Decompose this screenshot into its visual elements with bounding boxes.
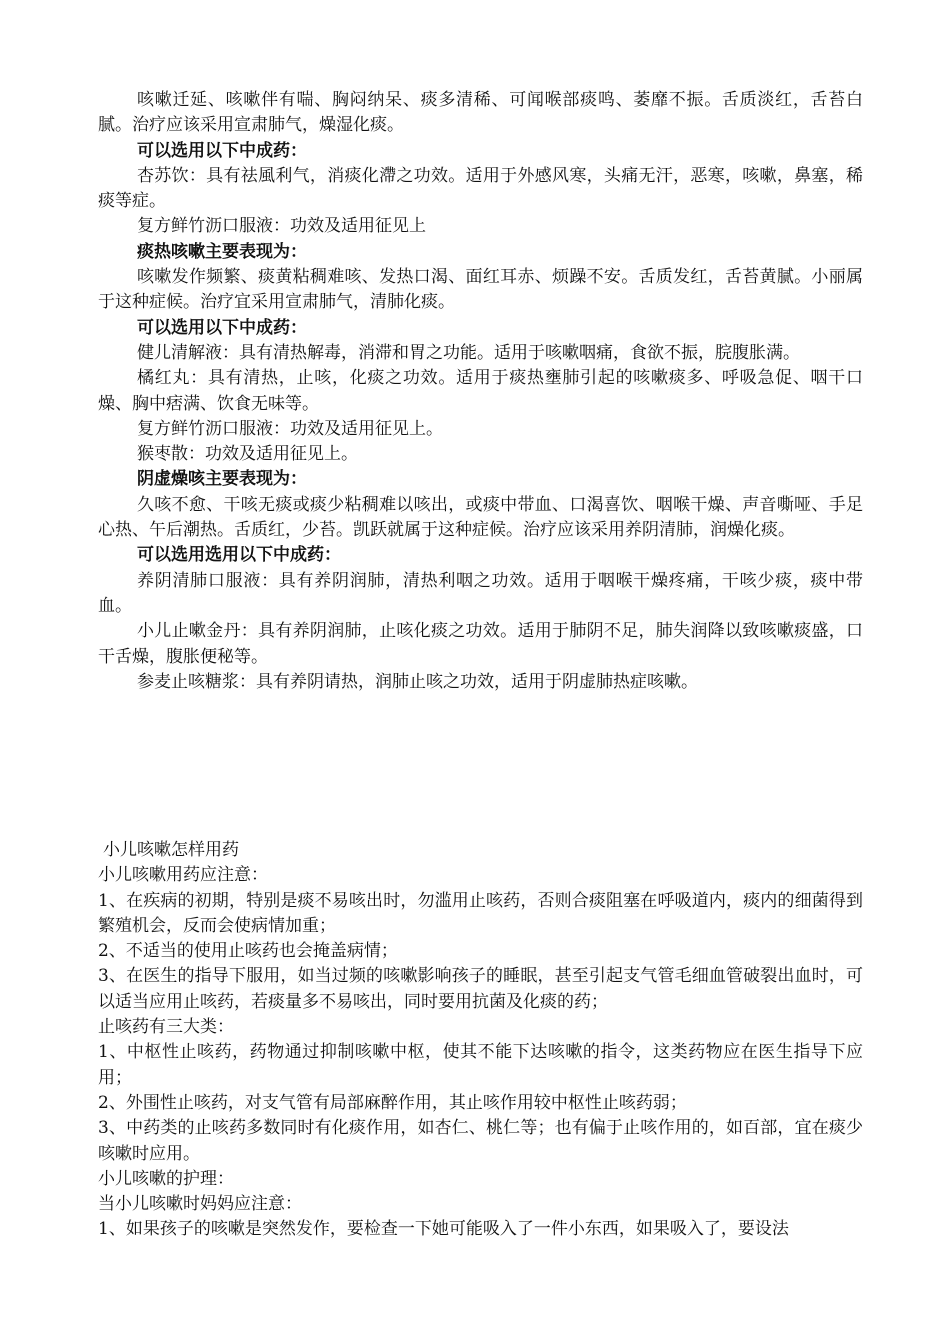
list-item: 3、中药类的止咳药多数同时有化痰作用，如杏仁、桃仁等；也有偏于止咳作用的，如百部，宜在痰少咳嗽时应用。 <box>98 1118 863 1164</box>
list-item: 3、在医生的指导下服用，如当过频的咳嗽影响孩子的睡眠，甚至引起支气管毛细血管破裂出血时，可以适当应用止咳药，若痰量多不易咳出，同时要用抗菌及化痰的药； <box>98 966 863 1012</box>
remedies-section <box>98 88 863 695</box>
paragraph: 猴枣散：功效及适用征见上。 <box>137 444 358 465</box>
paragraph: 参麦止咳糖浆：具有养阴请热，润肺止咳之功效，适用于阴虚肺热症咳嗽。 <box>137 671 698 692</box>
section-heading: 可以选用选用以下中成药： <box>137 545 341 566</box>
paragraph: 复方鲜竹沥口服液：功效及适用征见上 <box>137 216 426 237</box>
list-item: 1、中枢性止咳药，药物通过抑制咳嗽中枢，使其不能下达咳嗽的指令，这类药物应在医生指导下应用； <box>98 1042 863 1088</box>
section-heading: 可以选用以下中成药： <box>137 140 307 161</box>
section-heading: 痰热咳嗽主要表现为： <box>137 241 307 262</box>
list-heading: 当小儿咳嗽时妈妈应注意： <box>98 1194 302 1215</box>
paragraph: 咳嗽迁延、咳嗽伴有喘、胸闷纳呆、痰多清稀、可闻喉部痰鸣、萎靡不振。舌质淡红，舌苔白腻。治疗应该采用宣肃肺气，燥湿化痰。 <box>98 90 863 136</box>
paragraph: 养阴清肺口服液：具有养阴润肺，清热利咽之功效。适用于咽喉干燥疼痛，干咳少痰，痰中带血。 <box>98 570 863 616</box>
article-title: 小儿咳嗽怎样用药 <box>103 840 239 860</box>
list-item: 1、如果孩子的咳嗽是突然发作，要检查一下她可能吸入了一件小东西，如果吸入了，要设法 <box>98 1219 789 1240</box>
section-heading: 可以选用以下中成药： <box>137 317 307 338</box>
paragraph: 杏苏饮：具有祛風利气，消痰化滯之功效。适用于外感风寒，头痛无汗，恶寒，咳嗽，鼻塞，稀痰等症。 <box>98 165 863 212</box>
list-heading: 小儿咳嗽的护理： <box>98 1168 234 1189</box>
paragraph: 小儿止嗽金丹：具有养阴润肺，止咳化痰之功效。适用于肺阴不足，肺失润降以致咳嗽痰盛，口干舌燥，腹胀便秘等。 <box>98 621 863 667</box>
paragraph: 复方鲜竹沥口服液：功效及适用征见上。 <box>137 418 443 439</box>
paragraph: 橘红丸：具有清热，止咳，化痰之功效。适用于痰热壅肺引起的咳嗽痰多、呼吸急促、咽干口燥、胸中痞满、饮食无味等。 <box>98 368 863 414</box>
list-item: 2、不适当的使用止咳药也会掩盖病情； <box>98 941 398 962</box>
paragraph: 健儿清解液：具有清热解毒，消滞和胃之功能。适用于咳嗽咽痛，食欲不振，脘腹胀满。 <box>137 342 800 363</box>
paragraph: 久咳不愈、干咳无痰或痰少粘稠难以咳出，或痰中带血、口渴喜饮、咽喉干燥、声音嘶哑、手足心热、午后潮热。舌质红，少苔。凯跃就属于这种症候。治疗应该采用养阴清肺，润燥化痰。 <box>98 494 863 541</box>
section-heading: 阴虚燥咳主要表现为： <box>137 469 307 490</box>
list-item: 2、外围性止咳药，对支气管有局部麻醉作用，其止咳作用较中枢性止咳药弱； <box>98 1092 687 1113</box>
list-item: 1、在疾病的初期，特别是痰不易咳出时，勿滥用止咳药，否则合痰阻塞在呼吸道内，痰内的细菌得到繁殖机会，反而会使病情加重； <box>98 890 863 936</box>
medication-guide-section <box>98 838 863 1243</box>
list-heading: 小儿咳嗽用药应注意： <box>98 865 268 886</box>
list-heading: 止咳药有三大类： <box>98 1017 234 1038</box>
paragraph: 咳嗽发作频繁、痰黄粘稠难咳、发热口渴、面红耳赤、烦躁不安。舌质发红，舌苔黄腻。小丽属于这种症候。治疗宜采用宣肃肺气，清肺化痰。 <box>98 267 863 313</box>
